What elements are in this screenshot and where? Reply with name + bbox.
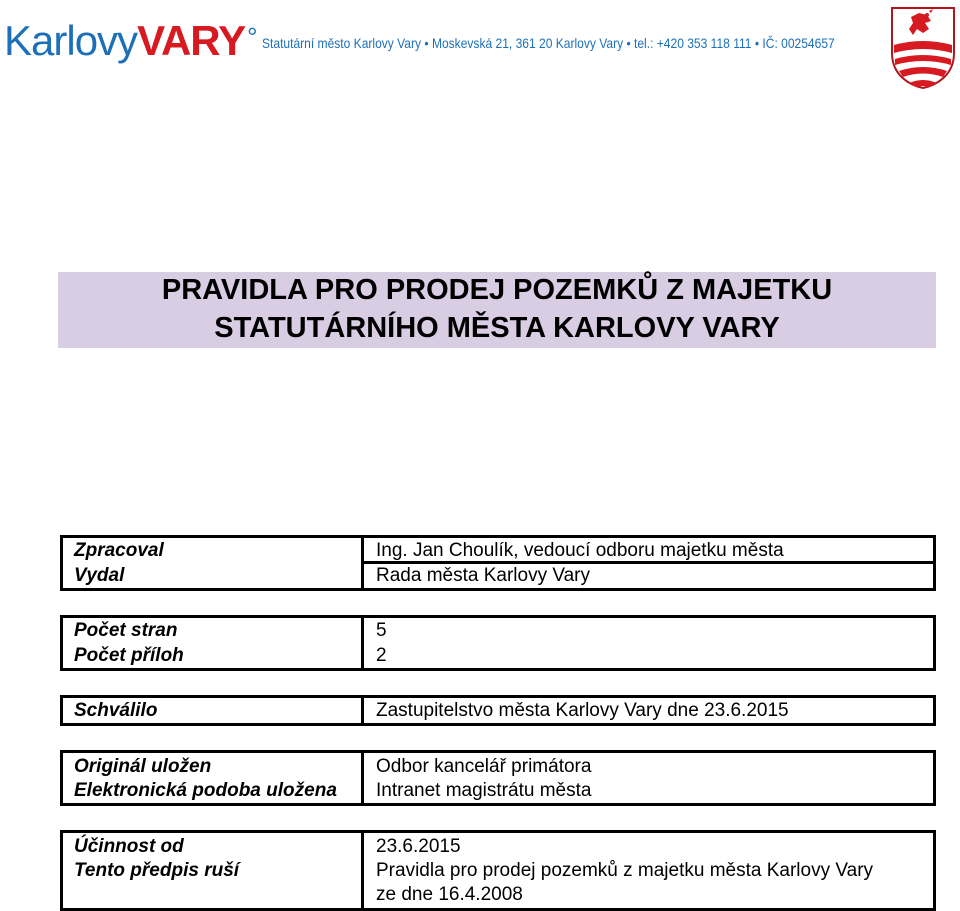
info-table-approval	[60, 695, 936, 726]
rusi-value-line1: Pravidla pro prodej pozemků z majetku města Karlovy Vary	[376, 860, 874, 881]
logo-text-karlovy: Karlovy	[4, 17, 138, 64]
ucinnost-label: Účinnost od	[74, 836, 184, 857]
rusi-value-line2: ze dne 16.4.2008	[376, 884, 523, 905]
info-table-author	[60, 535, 936, 591]
table-divider	[361, 833, 364, 908]
schvalilo-label: Schválilo	[74, 700, 158, 721]
title-band	[58, 272, 936, 348]
elektronicka-value: Intranet magistrátu města	[376, 780, 592, 801]
info-table-storage	[60, 750, 936, 806]
schvalilo-value: Zastupitelstvo města Karlovy Vary dne 23.6.2015	[376, 700, 789, 721]
table-divider	[361, 618, 364, 668]
vydal-label: Vydal	[74, 565, 125, 586]
document-title-line1: PRAVIDLA PRO PRODEJ POZEMKŮ Z MAJETKU	[161, 274, 833, 306]
document-title-line2: STATUTÁRNÍHO MĚSTA KARLOVY VARY	[214, 312, 780, 344]
original-value: Odbor kancelář primátora	[376, 756, 592, 777]
zpracoval-label: Zpracoval	[74, 540, 164, 561]
elektronicka-label: Elektronická podoba uložena	[74, 780, 337, 801]
info-table-counts	[60, 615, 936, 671]
rusi-label: Tento předpis ruší	[74, 860, 240, 881]
info-table-validity	[60, 830, 936, 911]
pocet-stran-label: Počet stran	[74, 620, 178, 641]
pocet-stran-value: 5	[376, 620, 387, 641]
logo-degree: °	[247, 22, 257, 52]
logo-text-vary: VARY	[137, 17, 246, 64]
pocet-priloh-value: 2	[376, 645, 387, 666]
coat-of-arms-icon	[889, 5, 957, 89]
zpracoval-value: Ing. Jan Choulík, vedoucí odboru majetku města	[376, 540, 784, 561]
table-divider	[361, 698, 364, 723]
ucinnost-value: 23.6.2015	[376, 836, 461, 857]
original-label: Originál uložen	[74, 756, 212, 777]
header-contact-info: Statutární město Karlovy Vary • Moskevská 21, 361 20 Karlovy Vary • tel.: +420 353 118 111 • IČ: 00254657	[262, 35, 835, 51]
vydal-value: Rada města Karlovy Vary	[376, 565, 591, 586]
karlovy-vary-logo	[4, 16, 256, 66]
table-divider	[361, 753, 364, 803]
pocet-priloh-label: Počet příloh	[74, 645, 184, 666]
